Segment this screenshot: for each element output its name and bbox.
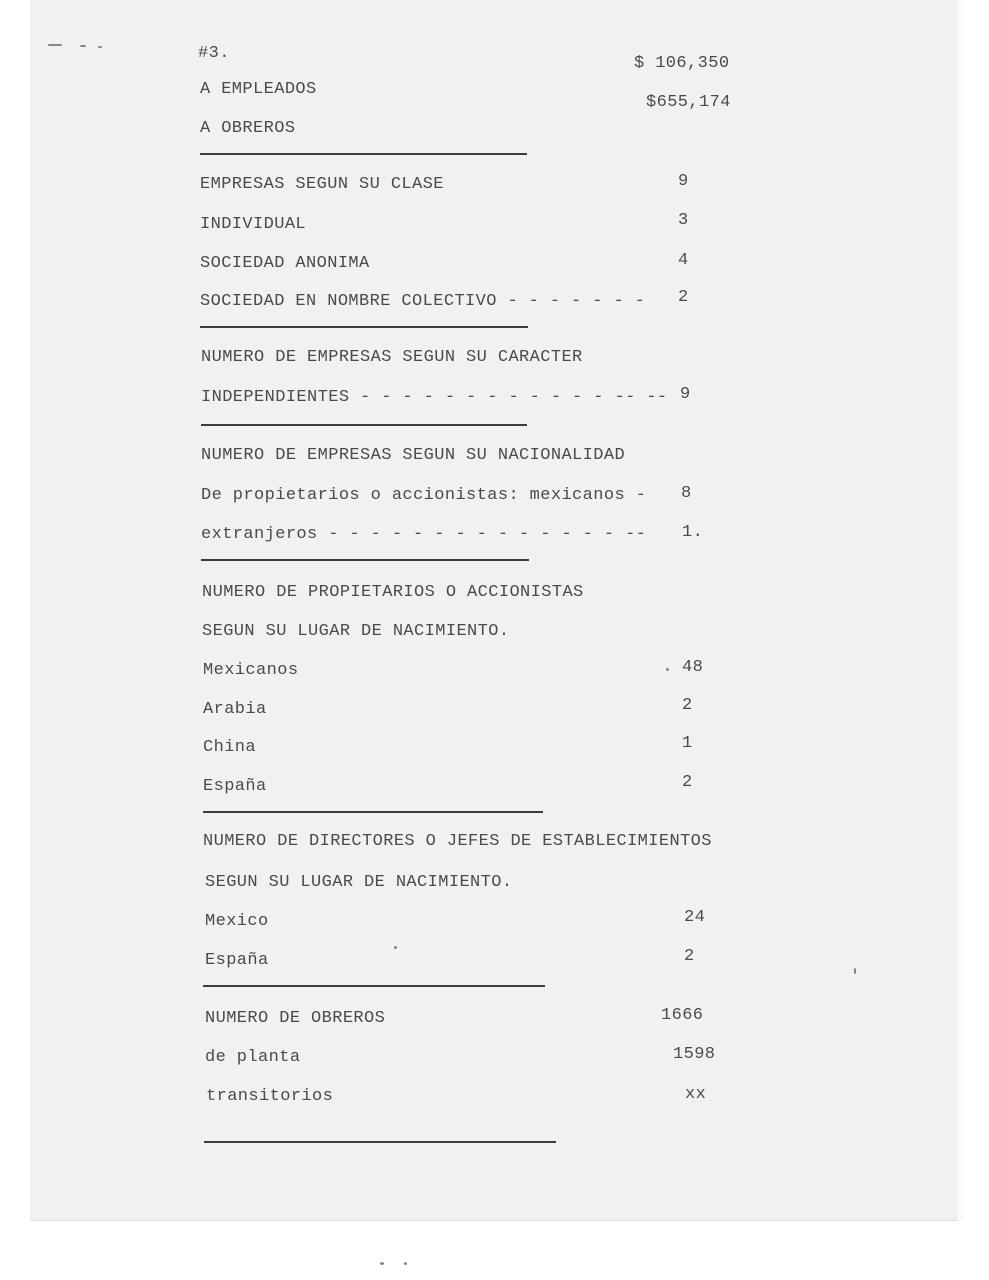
section-divider <box>204 1141 556 1143</box>
propietarios-row-value: 1 <box>682 734 693 753</box>
empleados-value: $ 106,350 <box>634 54 730 73</box>
propietarios-row-label: Arabia <box>203 700 267 719</box>
obreros-heading: NUMERO DE OBREROS <box>205 1009 386 1028</box>
clase-row-value: 4 <box>678 251 689 270</box>
section-divider <box>203 811 543 813</box>
clase-row-value: 2 <box>678 288 689 307</box>
scan-mark <box>80 45 86 47</box>
scan-mark <box>854 968 856 974</box>
scan-mark <box>98 46 102 48</box>
page-number: #3. <box>198 44 230 63</box>
propietarios-row-value: 2 <box>682 696 693 715</box>
page-edge <box>958 0 964 1220</box>
clase-row-label: INDIVIDUAL <box>200 215 307 234</box>
scan-mark <box>394 946 397 949</box>
propietarios-row-value: 2 <box>682 773 693 792</box>
nacionalidad-heading: NUMERO DE EMPRESAS SEGUN SU NACIONALIDAD <box>201 446 626 465</box>
section-divider <box>201 559 529 561</box>
obreros-row-label: de planta <box>205 1048 301 1067</box>
section-divider <box>200 326 528 328</box>
directores-heading: SEGUN SU LUGAR DE NACIMIENTO. <box>205 873 513 892</box>
caracter-row-label: INDEPENDIENTES - - - - - - - - - - - - -- -- <box>201 388 668 407</box>
caracter-row-value: 9 <box>680 385 691 404</box>
propietarios-row-label: Mexicanos <box>203 661 299 680</box>
clase-row-label: SOCIEDAD EN NOMBRE COLECTIVO - - - - - - - <box>200 292 646 311</box>
clase-heading: EMPRESAS SEGUN SU CLASE <box>200 175 444 194</box>
obreros-row-label: transitorios <box>206 1087 334 1106</box>
clase-heading-value: 9 <box>678 172 689 191</box>
obreros-row-value: 1598 <box>673 1045 716 1064</box>
obreros-label: A OBREROS <box>200 119 296 138</box>
clase-row-label: SOCIEDAD ANONIMA <box>200 254 370 273</box>
directores-row-label: Mexico <box>205 912 269 931</box>
directores-heading: NUMERO DE DIRECTORES O JEFES DE ESTABLECIMIENTOS <box>203 832 712 851</box>
scan-mark <box>380 1262 384 1265</box>
nacionalidad-row-value: 8 <box>681 484 692 503</box>
clase-row-value: 3 <box>678 211 689 230</box>
obreros-value: $655,174 <box>646 93 731 112</box>
obreros-heading-value: 1666 <box>661 1006 704 1025</box>
nacionalidad-row-label: extranjeros - - - - - - - - - - - - - - -- <box>201 525 647 544</box>
scan-mark <box>404 1262 407 1265</box>
section-divider <box>200 153 527 155</box>
directores-row-value: 2 <box>684 947 695 966</box>
empleados-label: A EMPLEADOS <box>200 80 317 99</box>
directores-row-label: España <box>205 951 269 970</box>
obreros-row-value: xx <box>685 1085 707 1104</box>
propietarios-row-label: China <box>203 738 257 757</box>
section-divider <box>201 424 527 426</box>
section-divider <box>203 985 545 987</box>
scan-mark <box>666 668 669 671</box>
directores-row-value: 24 <box>684 908 706 927</box>
caracter-heading: NUMERO DE EMPRESAS SEGUN SU CARACTER <box>201 348 583 367</box>
propietarios-row-value: 48 <box>682 658 704 677</box>
propietarios-row-label: España <box>203 777 267 796</box>
nacionalidad-row-label: De propietarios o accionistas: mexicanos - <box>201 486 647 505</box>
document-page <box>30 0 958 1221</box>
scan-mark <box>48 44 62 46</box>
propietarios-heading: NUMERO DE PROPIETARIOS O ACCIONISTAS <box>202 583 584 602</box>
nacionalidad-row-value: 1. <box>682 523 704 542</box>
propietarios-heading: SEGUN SU LUGAR DE NACIMIENTO. <box>202 622 510 641</box>
